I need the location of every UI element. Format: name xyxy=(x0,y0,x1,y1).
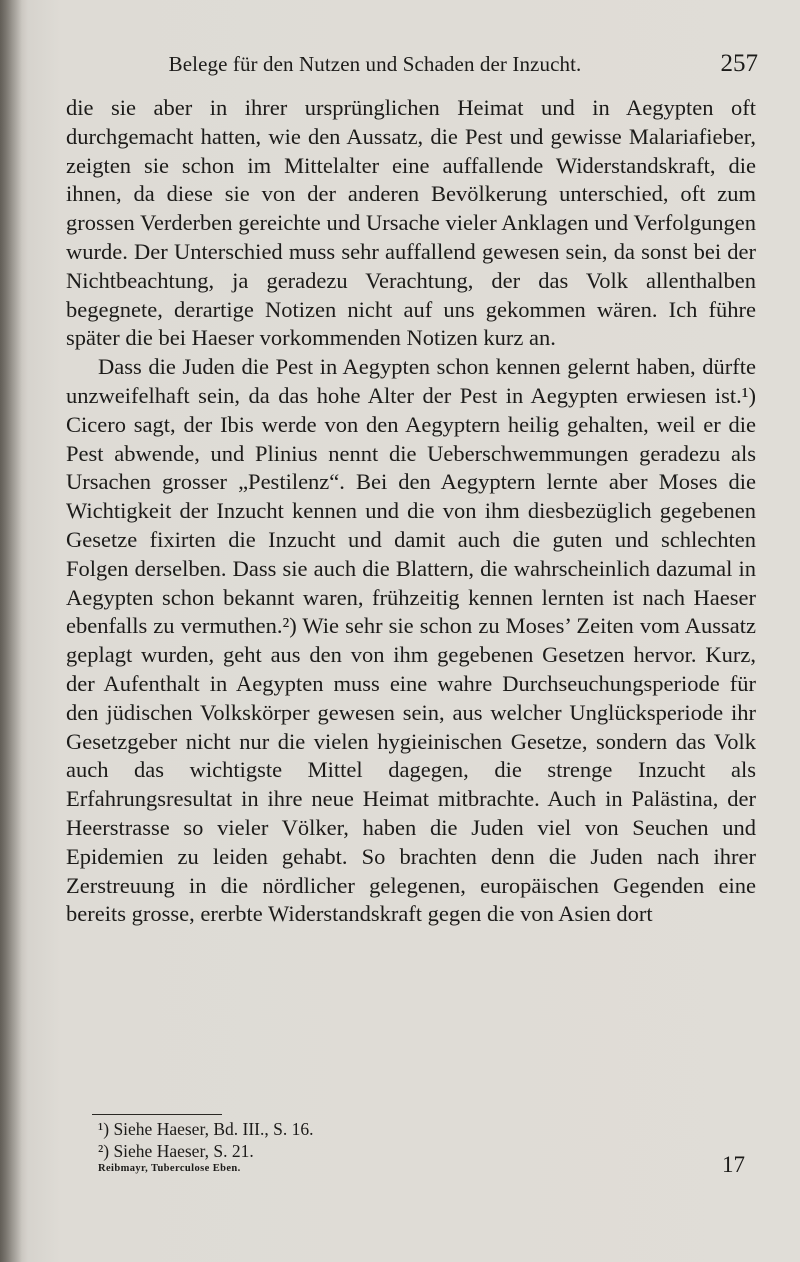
paragraph-1: die sie aber in ihrer ursprünglichen Heimat und in Aegypten oft durchgemacht hatten, wie den Aussatz, die Pest und gewisse Malariafieber, zeigten sie schon im Mittelalter eine auffallende Widerstandskraft, die ihnen, da diese sie von der anderen Bevölkerung unterschied, oft zum grossen Verderben gereichte und Ursache vieler Anklagen und Verfolgungen wurde. Der Unterschied muss sehr auffallend gewesen sein, da sonst bei der Nichtbeachtung, ja geradezu Verachtung, der das Volk allenthalben begegnete, derartige Notizen nicht auf uns gekommen wären. Ich führe später die bei Haeser vorkommenden Notizen kurz an. xyxy=(66,95,756,351)
paragraph-2: Dass die Juden die Pest in Aegypten schon kennen gelernt haben, dürfte unzweifelhaft sein, da das hohe Alter der Pest in Aegypten erwiesen ist.¹) Cicero sagt, der Ibis werde von den Aegyptern heilig gehalten, weil er die Pest abwende, und Plinius nennt die Ueberschwemmungen geradezu als Ursachen grosser „Pestilenz“. Bei den Aegyptern lernte aber Moses die Wichtigkeit der Inzucht kennen und die von ihm diesbezüglich gegebenen Gesetze fixirten die Inzucht und damit auch die guten und schlechten Folgen derselben. Dass sie auch die Blattern, die wahrscheinlich dazumal in Aegypten schon bekannt waren, frühzeitig kennen lernten ist nach Haeser ebenfalls zu vermuthen.²) Wie sehr sie schon zu Moses’ Zeiten vom Aussatz geplagt wurden, geht aus den von ihm gegebenen Gesetzen hervor. Kurz, der Aufenthalt in Aegypten muss eine wahre Durchseuchungsperiode für den jüdischen Volkskörper gewesen sein, aus welcher Unglücksperiode ihr Gesetzgeber nicht nur die vielen hygieinischen Gesetze, sondern das Volk auch das wichtigste Mittel dagegen, die strenge Inzucht als Erfahrungsresultat in ihre neue Heimat mitbrachte. Auch in Palästina, der Heerstrasse so vieler Völker, haben die Juden viel von Seuchen und Epidemien zu leiden gehabt. So brachten denn die Juden nach ihrer Zerstreuung in die nördlicher gelegenen, europäischen Gegenden eine bereits grosse, ererbte Widerstandskraft gegen die von Asien dort xyxy=(66,354,756,927)
footnotes xyxy=(98,1118,598,1162)
running-title: Belege für den Nutzen und Schaden der Inzucht. xyxy=(168,52,582,76)
footnote-rule xyxy=(92,1114,222,1115)
spine-shadow xyxy=(0,0,22,1262)
page-number: 257 xyxy=(720,50,758,77)
signature-mark: 17 xyxy=(722,1152,745,1177)
footnote-1: ¹) Siehe Haeser, Bd. III., S. 16. xyxy=(98,1119,314,1139)
imprint-line: Reibmayr, Tuberculose Eben. xyxy=(98,1163,241,1174)
page-header xyxy=(62,52,758,84)
body-text xyxy=(66,94,756,1106)
footnote-2: ²) Siehe Haeser, S. 21. xyxy=(98,1141,254,1161)
